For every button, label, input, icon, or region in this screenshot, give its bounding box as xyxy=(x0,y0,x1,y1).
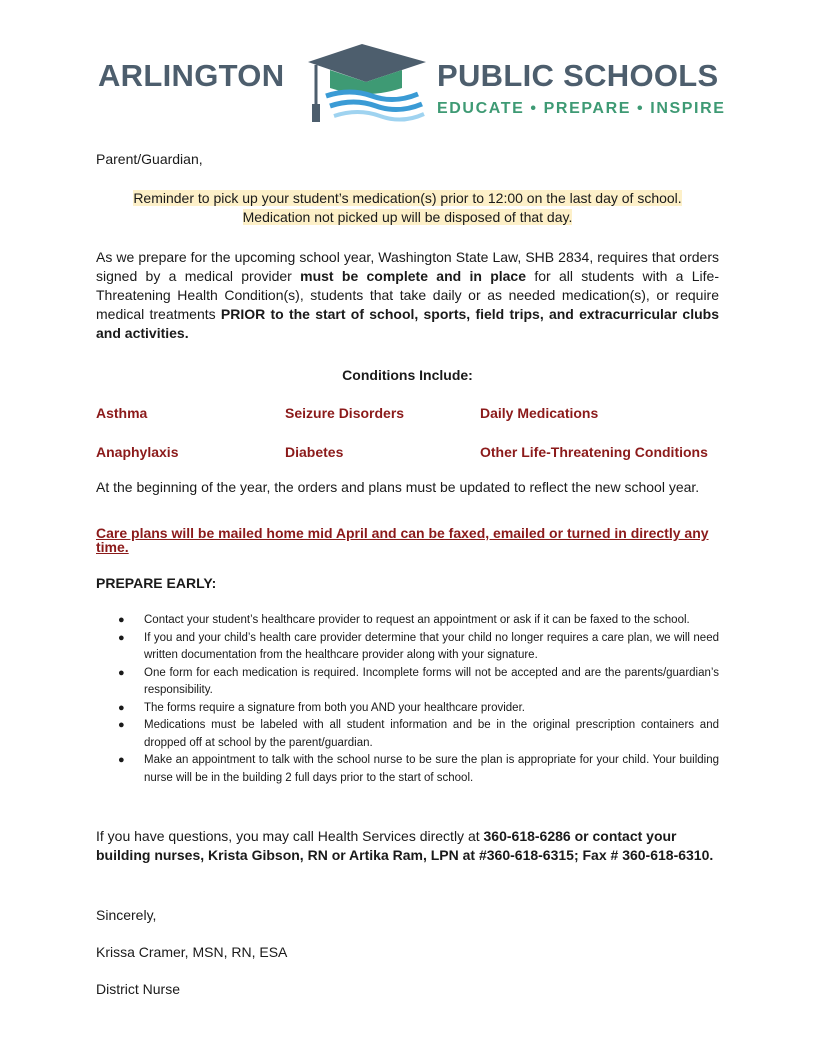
contact-paragraph xyxy=(96,827,719,865)
care-plans-note: Care plans will be mailed home mid April and can be faxed, emailed or turned in directly any time. xyxy=(96,525,709,555)
contact-text: If you have questions, you may call Health Services directly at xyxy=(96,828,484,844)
intro-paragraph xyxy=(96,248,719,343)
prepare-early-heading: PREPARE EARLY: xyxy=(96,575,217,591)
condition-daily-medications: Daily Medications xyxy=(480,405,599,421)
intro-emphasis-1: must be complete and in place xyxy=(300,268,527,284)
condition-anaphylaxis: Anaphylaxis xyxy=(96,444,179,460)
condition-other-life-threatening: Other Life-Threatening Conditions xyxy=(480,444,708,460)
reminder-notice xyxy=(96,189,719,227)
salutation: Parent/Guardian, xyxy=(96,151,203,167)
contact-phone-details: 360-618-6286 or contact your building nurses, Krista Gibson, RN or Artika Ram, LPN at #360-618-6315; Fax # 360-618-6310. xyxy=(96,828,714,863)
bullet-icon: ● xyxy=(118,701,125,714)
condition-asthma: Asthma xyxy=(96,405,148,421)
intro-emphasis-2: PRIOR to the start of school, sports, field trips, and extracurricular clubs and activities. xyxy=(96,306,719,341)
district-logo xyxy=(96,40,726,126)
bullet-icon: ● xyxy=(118,754,125,766)
beginning-of-year-note: At the beginning of the year, the orders and plans must be updated to reflect the new school year. xyxy=(96,479,700,495)
condition-seizure-disorders: Seizure Disorders xyxy=(285,405,405,421)
list-item: ● If you and your child’s health care provider determine that your child no longer requires a care plan, we will need written documentation from the healthcare provider along with your signature. xyxy=(118,631,719,661)
list-item: ● One form for each medication is required. Incomplete forms will not be accepted and are the parents/guardian’s responsibility. xyxy=(118,666,719,696)
list-item: ● Make an appointment to talk with the school nurse to be sure the plan is appropriate for your child. Your building nurse will be in the building 2 full days prior to the start of school. xyxy=(118,754,719,784)
list-item: ● Medications must be labeled with all student information and be in the original prescription containers and dropped off at school by the parent/guardian. xyxy=(118,719,719,749)
conditions-heading: Conditions Include: xyxy=(342,367,473,383)
bullet-icon: ● xyxy=(118,719,125,731)
signature-name: Krissa Cramer, MSN, RN, ESA xyxy=(96,944,288,960)
bullet-icon: ● xyxy=(118,631,125,644)
logo-text-public-schools: PUBLIC SCHOOLS xyxy=(437,58,719,93)
prepare-early-list xyxy=(96,612,719,787)
intro-text-2: for all students with a Life-Threatening Health Condition(s), students that take daily or as needed medication(s), or require medical treatments xyxy=(96,268,719,322)
condition-diabetes: Diabetes xyxy=(285,444,344,460)
reminder-line-2: Medication not picked up will be disposed of that day. xyxy=(242,209,573,225)
list-item: ● Contact your student’s healthcare provider to request an appointment or ask if it can be faxed to the school. xyxy=(96,612,719,630)
intro-text-1: As we prepare for the upcoming school year, Washington State Law, SHB 2834, requires that orders signed by a medical provider xyxy=(96,249,719,284)
signature-title: District Nurse xyxy=(96,981,181,997)
reminder-line-1: Reminder to pick up your student’s medication(s) prior to 12:00 on the last day of school. xyxy=(133,190,682,206)
bullet-icon: ● xyxy=(118,614,125,626)
logo-text-arlington: ARLINGTON xyxy=(98,58,285,93)
closing: Sincerely, xyxy=(96,907,157,923)
bullet-icon: ● xyxy=(118,666,125,679)
graduation-cap-waves-icon xyxy=(300,42,432,126)
logo-tagline: EDUCATE • PREPARE • INSPIRE xyxy=(437,100,726,117)
list-item: ● The forms require a signature from both you AND your healthcare provider. xyxy=(96,700,719,718)
